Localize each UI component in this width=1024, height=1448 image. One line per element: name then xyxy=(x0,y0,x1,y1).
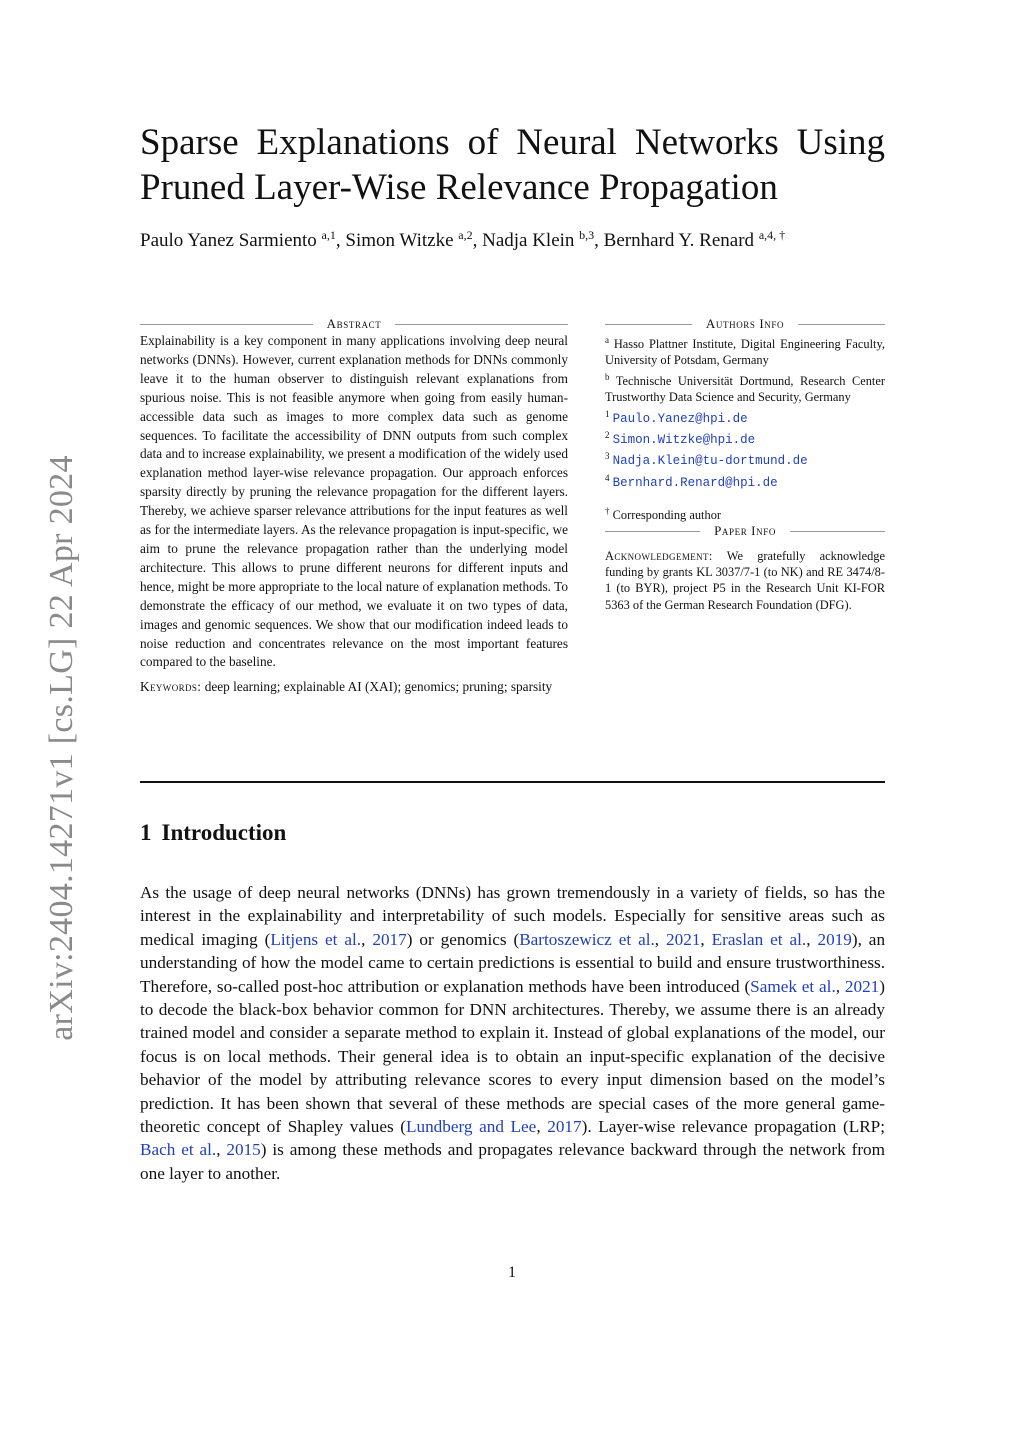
section-divider xyxy=(140,781,885,783)
author-affiliation: b,3 xyxy=(579,228,595,242)
keywords xyxy=(140,678,568,697)
abstract-text: Explainability is a key component in many applications involving deep neural networks (DNNs). However, current explanation methods for DNNs commonly leave it to the human observer to distinguish relevant explanations from spurious noise. This is not feasible anymore when going from easily human-accessible data such as images to more complex data such as genome sequences. To facilitate the accessibility of DNN outputs from such complex data and to increase explainability, we present a modification of the widely used explanation method layer-wise relevance propagation. Our approach enforces sparsity directly by pruning the relevance propagation for the different layers. Thereby, we achieve sparser relevance attributions for the input features as well as for the intermediate layers. As the relevance propagation is input-specific, we aim to prune the relevance propagation rather than the underlying model architecture. This allows to prune different neurons for different inputs and hence, might be more appropriate to the local nature of explanation methods. To demonstrate the efficacy of our method, we evaluate it on two types of data, images and genomic sequences. We show that our modification indeed leads to noise reduction and concentrates relevance on the most important features compared to the baseline. xyxy=(140,333,568,670)
email-link[interactable]: Bernhard.Renard@hpi.de xyxy=(612,475,778,490)
citation-year-link[interactable]: 2021 xyxy=(844,976,880,996)
author-name: Bernhard Y. Renard xyxy=(603,230,755,251)
authors-info-heading: Authors Info xyxy=(605,316,885,332)
citation-link[interactable]: Bach et al. xyxy=(140,1140,217,1160)
section-title: Introduction xyxy=(161,820,287,845)
divider xyxy=(798,324,885,325)
affiliation-b: $^b$ Technische Universität Dortmund, Research Center Trustworthy Data Science and Security, Germany xyxy=(605,371,886,405)
citation-link[interactable]: Lundberg and Lee xyxy=(405,1117,537,1137)
keywords-label: Keywords: xyxy=(140,679,202,695)
divider xyxy=(395,324,568,325)
divider xyxy=(605,324,692,325)
section-heading-introduction xyxy=(140,820,296,846)
author-name: Paulo Yanez Sarmiento xyxy=(140,230,317,251)
divider xyxy=(790,531,885,532)
corresponding-author-note: † Corresponding author xyxy=(605,506,722,523)
citation-link[interactable]: Samek et al. xyxy=(750,976,836,996)
affiliation-a: $^a$ Hasso Plattner Institute, Digital Engineering Faculty, University of Potsdam, Germany xyxy=(605,335,885,368)
email-item: $^1$ Paulo.Yanez@hpi.de xyxy=(605,408,748,426)
abstract-section xyxy=(140,316,568,697)
author-name: Nadja Klein xyxy=(482,230,575,251)
title-line-2: Pruned Layer-Wise Relevance Propagation xyxy=(140,167,778,208)
acknowledgement: Acknowledgement: We gratefully acknowledge funding by grants KL 3037/7-1 (to NK) and RE 3474/8-1 (to BYR), project P5 in the Research Unit KI-FOR 5363 of the German Research Foundation (DFG). xyxy=(605,548,885,612)
divider xyxy=(605,531,700,532)
citation-year-link[interactable]: 2019 xyxy=(817,929,852,949)
paper-info-heading: Paper Info xyxy=(605,524,885,540)
email-link[interactable]: Paulo.Yanez@hpi.de xyxy=(612,411,748,426)
citation-year-link[interactable]: 2017 xyxy=(547,1117,582,1137)
citation-year-link[interactable]: 2015 xyxy=(226,1140,261,1160)
citation-link[interactable]: Eraslan et al. xyxy=(711,929,807,949)
author-affiliation: a,4, † xyxy=(758,228,786,242)
citation-year-link[interactable]: 2017 xyxy=(372,929,407,949)
author-affiliation: a,2 xyxy=(458,228,473,242)
citation-year-link[interactable]: 2021 xyxy=(666,929,701,949)
abstract-heading: Abstract xyxy=(140,316,568,332)
email-item: $^4$ Bernhard.Renard@hpi.de xyxy=(605,472,778,490)
email-link[interactable]: Nadja.Klein@tu-dortmund.de xyxy=(612,454,808,469)
citation-link[interactable]: Bartoszewicz et al. xyxy=(519,929,655,949)
divider xyxy=(140,324,313,325)
authors-info-section xyxy=(605,316,885,626)
author-name: Simon Witzke xyxy=(345,230,454,251)
arxiv-stamp: arXiv:2404.14271v1 [cs.LG] 22 Apr 2024 xyxy=(43,455,80,1041)
section-number: 1 xyxy=(140,820,152,845)
author-list: Paulo Yanez Sarmiento $^{a,1}$, Simon Witzke $^{a,2}$, Nadja Klein $^{b,3}$, Bernhard Y. Renard $^{a,4, \dagger}$ xyxy=(140,228,786,251)
email-link[interactable]: Simon.Witzke@hpi.de xyxy=(612,433,756,448)
email-list xyxy=(605,406,885,492)
page-number: 1 xyxy=(508,1264,516,1281)
author-affiliation: a,1 xyxy=(321,228,336,242)
introduction-paragraph: As the usage of deep neural networks (DNNs) has grown tremendously in a variety of fields, so has the interest in the explainability and interpretability of such models. Especially for sensitive areas such as medical imaging (Litjens et al., 2017) or genomics (Bartoszewicz et al., 2021, Eraslan et al., 2019), an understanding of how the model came to certain predictions is essential to build and ensure trustworthiness. Therefore, so-called post-hoc attribution or explanation methods have been introduced (Samek et al., 2021) to decode the black-box behavior common for DNN architectures. Thereby, we assume there is an already trained model and consider a separate method to explain it. Instead of global explanations of the model, our focus is on local methods. Their general idea is to obtain an input-specific explanation of the decisive behavior of the model by attributing relevance scores to every input dimension based on the model’s prediction. It has been shown that several of these methods are special cases of the more general game-theoretic concept of Shapley values (Lundberg and Lee, 2017). Layer-wise relevance propagation (LRP; Bach et al., 2015) is among these methods and propagates relevance backward through the network from one layer to another. xyxy=(140,883,886,1183)
citation-link[interactable]: Litjens et al. xyxy=(270,929,362,949)
paper-title xyxy=(140,120,885,210)
keywords-text: deep learning; explainable AI (XAI); genomics; pruning; sparsity xyxy=(204,679,553,695)
email-item: $^2$ Simon.Witzke@hpi.de xyxy=(605,430,756,448)
acknowledgement-label: Acknowledgement: xyxy=(605,548,713,563)
title-line-1: Sparse Explanations of Neural Networks Using xyxy=(140,122,885,163)
email-item: $^3$ Nadja.Klein@tu-dortmund.de xyxy=(605,451,808,469)
